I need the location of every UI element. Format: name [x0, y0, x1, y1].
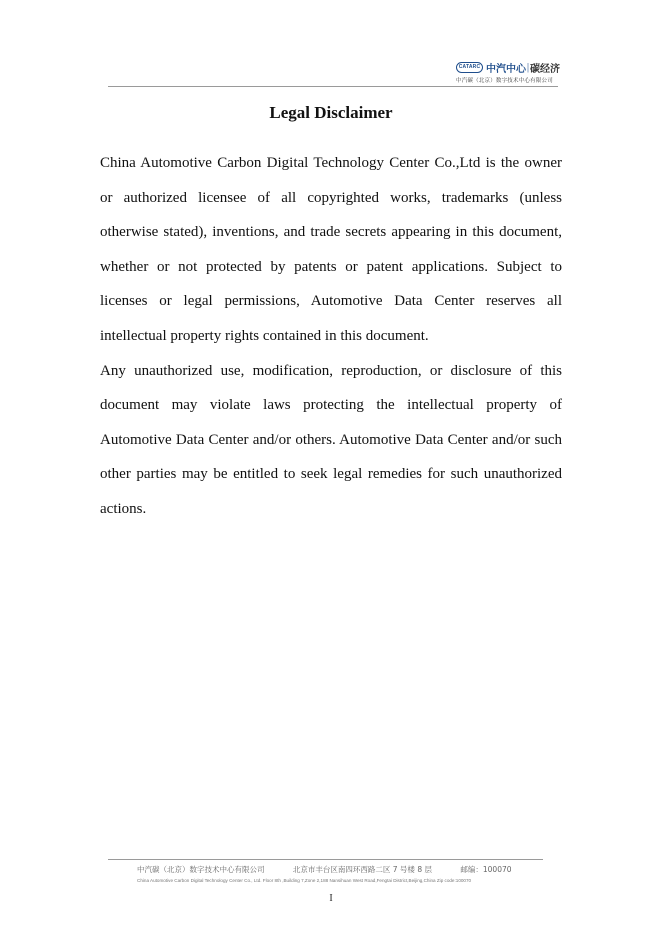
- footer-postcode: 邮编：100070: [460, 865, 512, 874]
- catarc-logo-icon: CATARC: [456, 62, 483, 73]
- footer-contact-cn: [137, 864, 538, 875]
- logo-separator: |: [526, 61, 529, 73]
- paragraph: China Automotive Carbon Digital Technology Center Co.,Ltd is the owner or authorized licensee of all copyrighted works, trademarks (unless otherwise stated), inventions, and trade secrets appearing in this document, whether or not protected by patents or patent applications. Subject to licenses or legal permissions, Automotive Data Center reserves all intellectual property rights contained in this document.: [100, 155, 562, 344]
- header-divider: [108, 86, 558, 87]
- page-number: I: [329, 893, 333, 904]
- header-logo: [456, 60, 560, 86]
- footer-contact-en: China Automotive Carbon Digital Technology Center Co., Ltd. Floor 8th ,Building 7,Zone 2,188 Nansihuan West Road,Fengtai District,Beijing,China Zip code:100070: [137, 878, 472, 883]
- footer-divider: [108, 859, 543, 860]
- footer-company: 中汽碳（北京）数字技术中心有限公司: [137, 865, 265, 874]
- logo-tagline: 碳经济: [530, 63, 560, 75]
- paragraph: Any unauthorized use, modification, reproduction, or disclosure of this document may violate laws protecting the intellectual property of Automotive Data Center and/or others. Automotive Data Center and/or such other parties may be entitled to seek legal remedies for such unauthorized actions.: [100, 362, 562, 517]
- page-title: Legal Disclaimer: [269, 103, 393, 122]
- disclaimer-body: [100, 146, 562, 527]
- logo-name: 中汽中心: [485, 63, 526, 75]
- header-company-name: 中汽碳（北京）数字技术中心有限公司: [456, 78, 553, 84]
- footer-address: 北京市丰台区南四环西路二区 7 号楼 8 层: [292, 865, 432, 874]
